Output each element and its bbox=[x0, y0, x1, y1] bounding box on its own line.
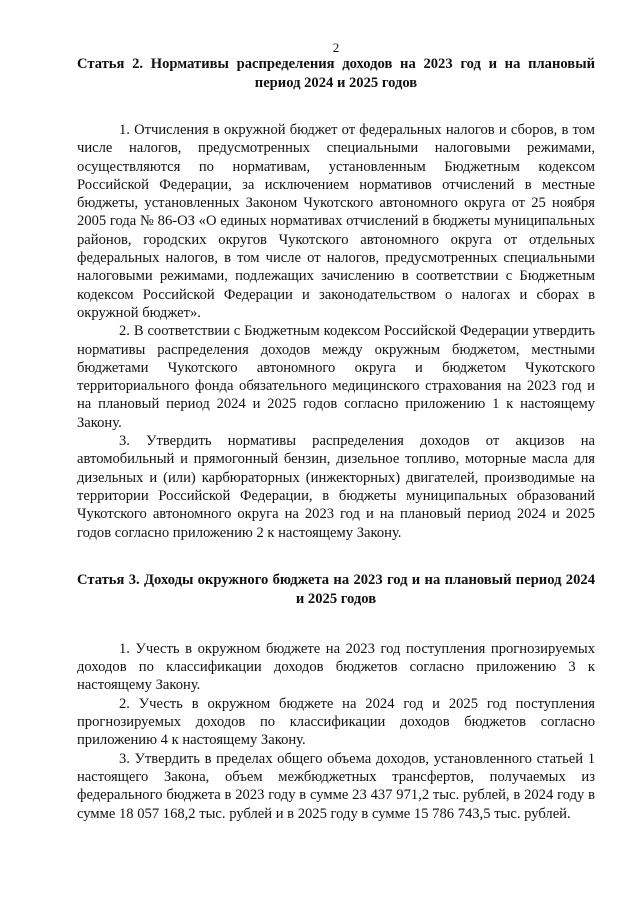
article-3-paragraph-1: 1. Учесть в окружном бюджете на 2023 год поступления прогнозируемых доходов по классификации доходов бюджетов согласно приложению 3 к настоящему Закону. bbox=[77, 640, 595, 694]
article-2-title: Статья 2. Нормативы распределения доходов на 2023 год и на плановый период 2024 и 2025 годов bbox=[77, 56, 595, 91]
page-number: 2 bbox=[332, 40, 340, 55]
article-3-body bbox=[77, 640, 595, 823]
article-3-paragraph-3: 3. Утвердить в пределах общего объема доходов, установленного статьей 1 настоящего Закона, объем межбюджетных трансфертов, получаемых из федерального бюджета в 2023 году в сумме 23 437 971,2 тыс. рублей, в 2024 году в сумме 18 057 168,2 тыс. рублей и в 2025 году в сумме 15 786 743,5 тыс. рублей. bbox=[77, 750, 595, 822]
article-2-paragraph-3: 3. Утвердить нормативы распределения доходов от акцизов на автомобильный и прямогонный бензин, дизельное топливо, моторные масла для дизельных и (или) карбюраторных (инжекторных) двигателей, производимые на территории Российской Федерации, в бюджеты муниципальных образований Чукотского автономного округа на 2023 год и на плановый период 2024 и 2025 годов согласно приложению 2 к настоящему Закону. bbox=[77, 433, 595, 541]
article-2-body bbox=[77, 121, 595, 542]
article-2-paragraph-1: 1. Отчисления в окружной бюджет от федеральных налогов и сборов, в том числе налогов, предусмотренных специальными налоговыми режимами, осуществляются по нормативам, установленным Бюджетным кодексом Российской Федерации, за исключением нормативов отчислений в местные бюджеты, установленных Законом Чукотского автономного округа от 25 ноября 2005 года № 86-ОЗ «О единых нормативах отчислений в бюджеты муниципальных районов, городских округов Чукотского автономного округа от отдельных федеральных налогов, в том числе от налогов, предусмотренных специальными налоговыми режимами, подлежащих зачислению в соответствии с Бюджетным кодексом Российской Федерации и законодательством о налогах и сборах в окружной бюджет». bbox=[77, 122, 595, 321]
article-3-title: Статья 3. Доходы окружного бюджета на 2023 год и на плановый период 2024 и 2025 годов bbox=[77, 571, 595, 607]
article-2-paragraph-2: 2. В соответствии с Бюджетным кодексом Российской Федерации утвердить нормативы распределения доходов между окружным бюджетом, местными бюджетами Чукотского автономного округа и бюджетом Чукотского территориального фонда обязательного медицинского страхования на 2023 год и на плановый период 2024 и 2025 годов согласно приложению 1 к настоящему Закону. bbox=[77, 323, 595, 431]
article-3-paragraph-2: 2. Учесть в окружном бюджете на 2024 год и 2025 год поступления прогнозируемых доходов по классификации доходов бюджетов согласно приложению 4 к настоящему Закону. bbox=[77, 695, 595, 749]
